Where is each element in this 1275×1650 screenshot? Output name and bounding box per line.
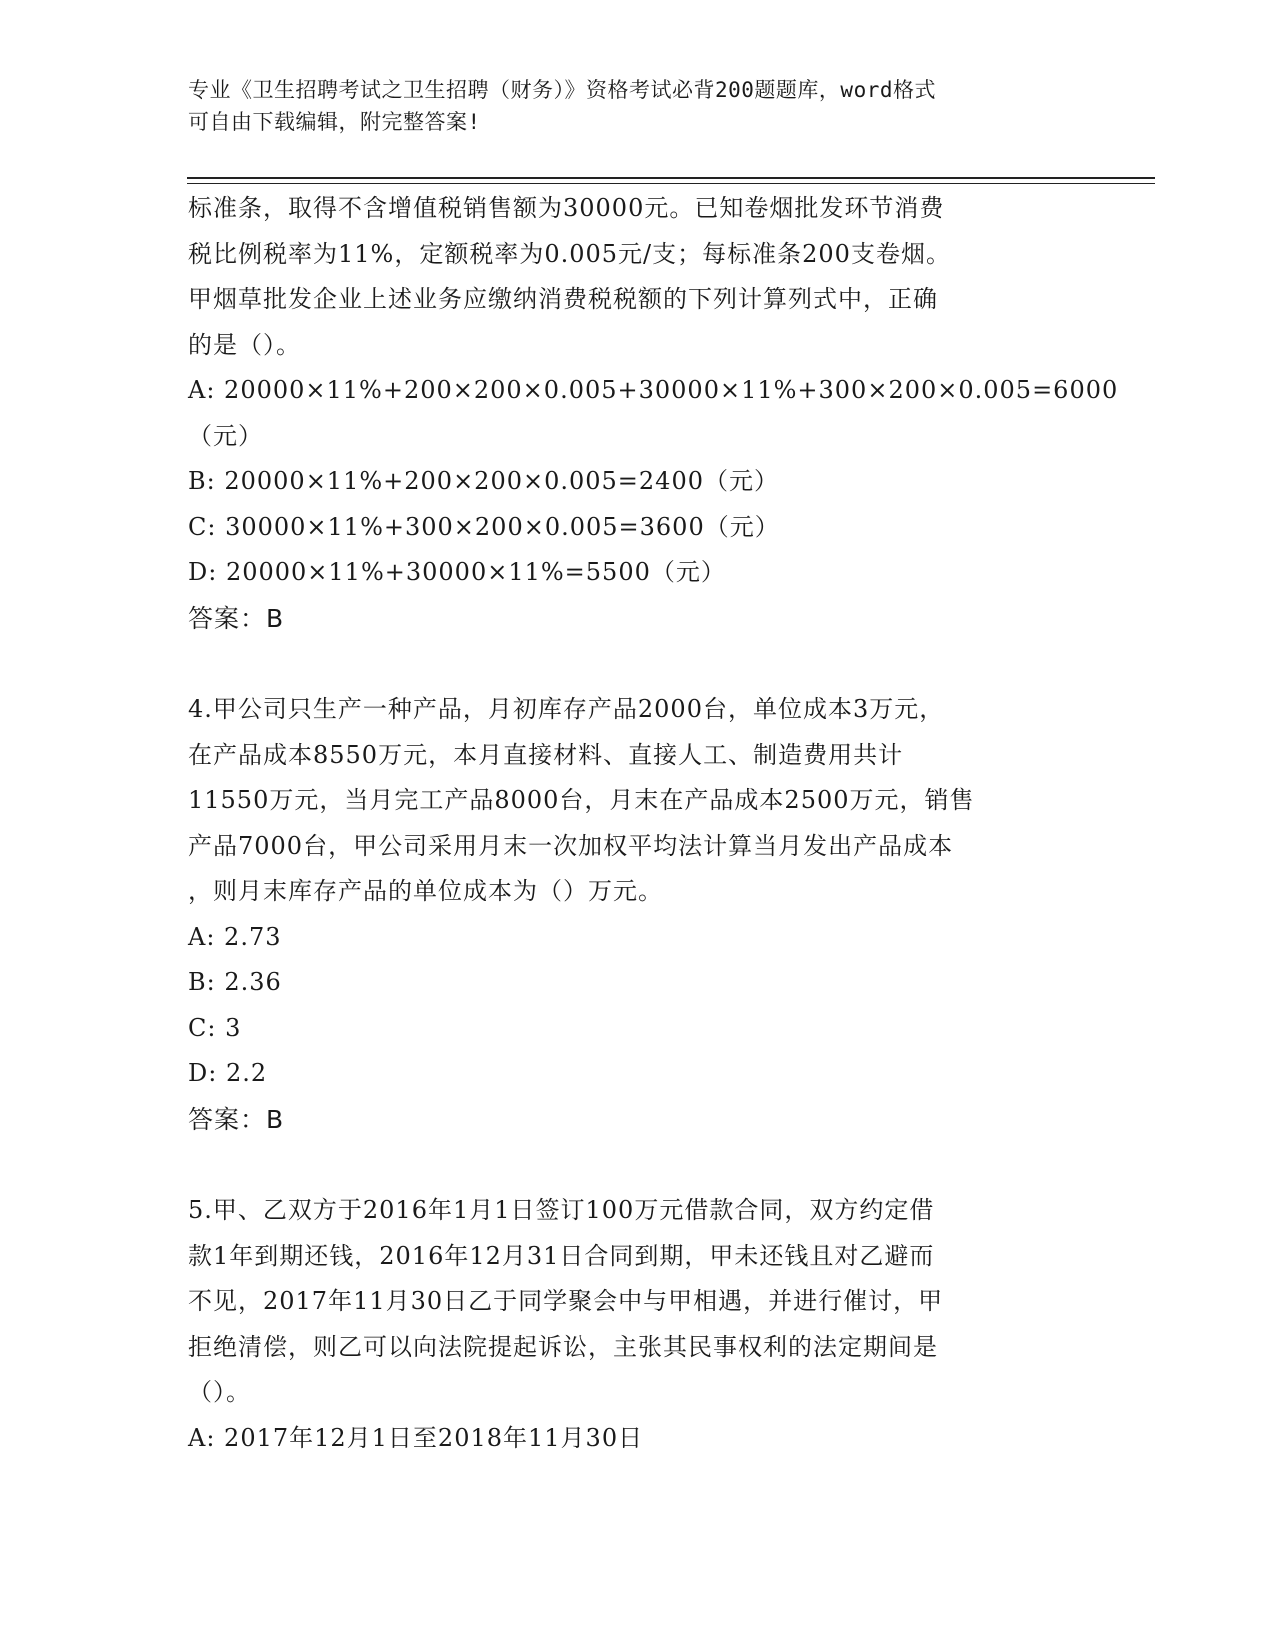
answer-line: 答案：B [188, 603, 285, 633]
question-5 [188, 1188, 1088, 1461]
spacer [188, 641, 1088, 687]
question-text-line: ，则月末库存产品的单位成本为（）万元。 [188, 877, 663, 905]
option-a-continued: （元） [188, 421, 263, 450]
question-text-line: 产品7000台，甲公司采用月末一次加权平均法计算当月发出产品成本 [188, 831, 954, 860]
header-line-2: 可自由下载编辑，附完整答案! [188, 110, 481, 134]
question-text-line: 税比例税率为11%，定额税率为0.005元/支；每标准条200支卷烟。 [188, 239, 951, 268]
question-text-line: 5.甲、乙双方于2016年1月1日签订100万元借款合同，双方约定借 [188, 1196, 935, 1224]
question-text-line: 不见，2017年11月30日乙于同学聚会中与甲相遇，并进行催讨，甲 [188, 1287, 944, 1315]
spacer [188, 1142, 1088, 1188]
question-text-line: 4.甲公司只生产一种产品，月初库存产品2000台，单位成本3万元， [188, 695, 945, 723]
question-text-line: 在产品成本8550万元，本月直接材料、直接人工、制造费用共计 [188, 740, 904, 769]
question-text-line: 拒绝清偿，则乙可以向法院提起诉讼，主张其民事权利的法定期间是 [188, 1332, 938, 1361]
header-line-1: 专业《卫生招聘考试之卫生招聘（财务）》资格考试必背200题题库，word格式 [188, 78, 936, 102]
question-text-line: 11550万元，当月完工产品8000台，月末在产品成本2500万元，销售 [188, 786, 975, 814]
option-d: D: 20000×11%+30000×11%=5500（元） [188, 558, 726, 586]
question-3 [188, 186, 1119, 641]
document-header [188, 74, 1068, 138]
option-c: C: 3 [188, 1013, 242, 1042]
question-text-line: 甲烟草批发企业上述业务应缴纳消费税税额的下列计算列式中，正确 [188, 285, 938, 313]
question-text-line: 的是（）。 [188, 330, 301, 359]
option-b: B: 2.36 [188, 968, 282, 996]
option-c: C: 30000×11%+300×200×0.005=3600（元） [188, 512, 780, 541]
option-d: D: 2.2 [188, 1059, 268, 1087]
header-divider-thick [187, 177, 1155, 179]
document-body [188, 186, 1119, 1461]
option-b: B: 20000×11%+200×200×0.005=2400（元） [188, 467, 779, 495]
question-text-line: 款1年到期还钱，2016年12月31日合同到期，甲未还钱且对乙避而 [188, 1241, 935, 1270]
answer-line: 答案：B [188, 1104, 285, 1134]
question-text-line: 标准条，取得不含增值税销售额为30000元。已知卷烟批发环节消费 [188, 194, 945, 222]
option-a: A: 20000×11%+200×200×0.005+30000×11%+300×200×0.005=6000 [188, 376, 1119, 404]
option-a: A: 2017年12月1日至2018年11月30日 [188, 1423, 644, 1452]
question-text-line: （）。 [188, 1378, 251, 1406]
option-a: A: 2.73 [188, 922, 282, 951]
header-divider-thin [187, 183, 1155, 184]
question-4 [188, 687, 1088, 1142]
